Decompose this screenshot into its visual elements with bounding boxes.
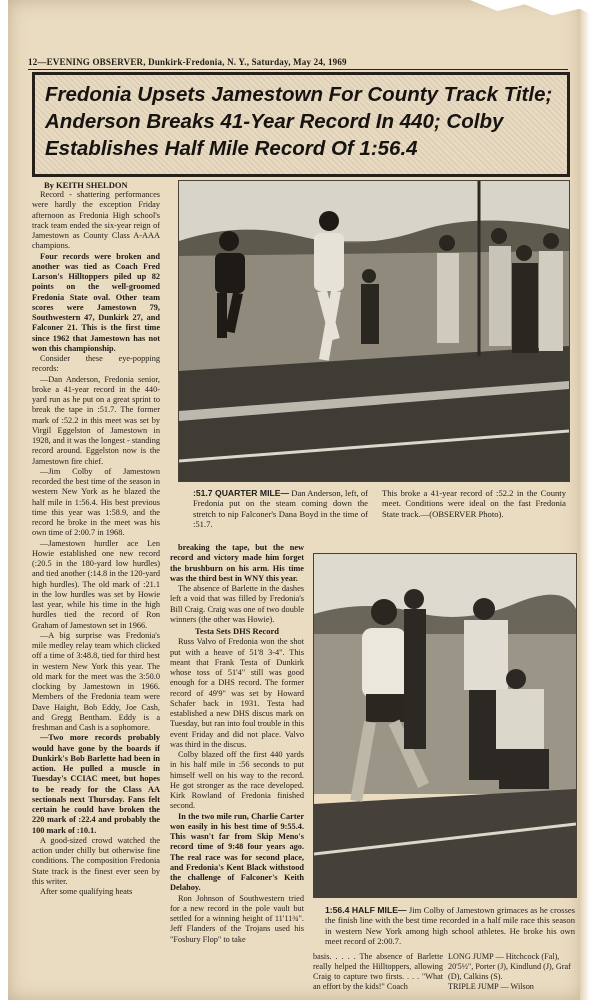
half-mile-photo bbox=[313, 553, 577, 898]
paragraph: —Jamestown hurdler ace Len Howie established one new record (:20.5 in the 180-yard low hurdles) and tied another (:14.8 in the 120-yard high hurdles). The old mark of :21.1 in the low hurdles was set by Howie last year, while his time in the high hurdles tied the record of Ron Graham of Jamestown set in 1966. bbox=[32, 538, 160, 630]
paragraph: —Jim Colby of Jamestown recorded the best time of the season in western New York as he blazed the half mile in 1:56.4. His best previous time this year was 1:58.9, and the record he broke in the meet was his own time of 2:00.7 in 1968. bbox=[32, 466, 160, 538]
paragraph: A good-sized crowd watched the action under chilly but otherwise fine conditions. The composition Fredonia State track is the finest ever seen by this writer. bbox=[32, 835, 160, 886]
paragraph: Record - shattering performances were hardly the exception Friday afternoon as Fredonia High school's track team ended the six-year reign of Jamestown as County Class A-AAA champions. bbox=[32, 190, 160, 251]
half-mile-caption-text: Jim Colby of Jamestown grimaces as he crosses the finish line with the best time recorded in a half mile race this season in western New York among high school athletes. He broke his own meet record of 2:00.7. bbox=[325, 905, 575, 947]
headline-box bbox=[32, 72, 570, 177]
photo-image-runners-quarter-mile bbox=[179, 181, 569, 481]
article-column-1 bbox=[32, 190, 160, 1000]
quarter-mile-caption-text: Dan Anderson, left, of Fredonia put on the steam coming down the stretch to nip Falconer's Dana Boyd in the time of :51.7. bbox=[193, 488, 368, 530]
article-column-2 bbox=[170, 543, 304, 1000]
paragraph: In the two mile run, Charlie Carter won easily in his best time of 9:55.4. This wasn't far from Skip Meno's record time of 9:48 four years ago. The real race was for second place, and Fredonia's Kent Black withstood the challenge of Falconer's Keith Delahoy. bbox=[170, 811, 304, 893]
subheading: Testa Sets DHS Record bbox=[195, 626, 279, 636]
quarter-mile-caption-continued: This broke a 41-year record of :52.2 in the County meet. Conditions were ideal on the fast Fredonia State track.—(OBSERVER Photo). bbox=[382, 488, 566, 519]
half-mile-caption bbox=[325, 905, 575, 947]
paragraph: Consider these eye-popping records: bbox=[32, 354, 160, 374]
paragraph: Colby blazed off the first 440 yards in his half mile in :56 seconds to put himself well on his way to the record. He got stronger as the race developed. Kirk Rowland of Fredonia finished second. bbox=[170, 750, 304, 811]
paragraph: —Dan Anderson, Fredonia senior, broke a 41-year record in the 440-yard run as he put on a great sprint to break the tape in :51.7. The former mark of :52.2 in this meet was set by Virgil Eggelston of Jamestown in 1928, and it was the longest - standing record around. Eggelston now is the Jamestown fire chief. bbox=[32, 374, 160, 466]
paragraph: —A big surprise was Fredonia's mile medley relay team which clicked off a time of 3:48.8, tied for third best in western New York this year. The old mark for the meet was the 3:50.0 clocking by Jamestown in 1966. Members of the Fredonia team were Dave Haight, Bob Eddy, Joe Cash, and Gregg Bentham. Eddy is a freshman and Cash is a sophomore. bbox=[32, 630, 160, 732]
byline: By KEITH SHELDON bbox=[44, 180, 128, 190]
quarter-mile-photo bbox=[178, 180, 570, 482]
quarter-mile-caption bbox=[193, 488, 368, 530]
photo-image-runner-half-mile bbox=[314, 554, 576, 897]
paragraph: Ron Johnson of Southwestern tried for a new record in the pole vault but settled for a winning height of 11'11¾". Jeff Flanders of the Trojans used his "Fosbury Flop" to take bbox=[170, 893, 304, 944]
paragraph: Russ Valvo of Fredonia won the shot put with a heave of 51'8 3-4". This meant that Frank Testa of Dunkirk whose toss of 51'4" still was good enough for a DHS record. The former record of 49'9" was set by Howard Schafer back in 1931. Testa had established a new DHS discus mark on Tuesday, but ran into foul trouble in this event Friday and did not place. Valvo was third in the discus. bbox=[170, 637, 304, 749]
results-column-fragment: LONG JUMP — Hitchcock (Fal), 20'5½", Porter (J), Kindlund (J), Graf (D), Calkins (S). TRIPLE JUMP — Wilson bbox=[448, 952, 571, 991]
half-mile-caption-label: 1:56.4 HALF MILE— bbox=[325, 905, 407, 915]
dateline: 12—EVENING OBSERVER, Dunkirk-Fredonia, N. Y., Saturday, May 24, 1969 bbox=[28, 57, 568, 70]
quarter-mile-caption-label: :51.7 QUARTER MILE— bbox=[193, 488, 290, 498]
paragraph: —Two more records probably would have gone by the boards if Dunkirk's Bob Barlette had been in action. He pulled a muscle in Tuesday's CCIAC meet, but hopes to be ready for the Class AA sectionals next Thursday. Fans felt certain he could have broken the 220 mark of :22.4 and probably the 100 mark of :10.1. bbox=[32, 733, 160, 835]
headline: Fredonia Upsets Jamestown For County Track Title; Anderson Breaks 41-Year Record In 440; Colby Establishes Half Mile Record Of 1:56.4 bbox=[45, 83, 553, 160]
paragraph: After some qualifying heats bbox=[40, 887, 133, 896]
article-column-3-fragment: basis. . . . . The absence of Barlette really helped the Hilltoppers, allowing Craig to capture two firsts. . . . "What an effort by the kids!" Coach bbox=[313, 952, 443, 991]
paragraph: The absence of Barlette in the dashes left a void that was filled by Fredonia's Bill Craig. Craig was one of two double winners (the other was Howie). bbox=[170, 584, 304, 624]
paragraph: breaking the tape, but the new record and victory made him forget the brushburn on his arm. His time was the third best in WNY this year. bbox=[170, 543, 304, 583]
paragraph: Four records were broken and another was tied as Coach Fred Larson's Hilltoppers piled up 82 points on the well-groomed Fredonia State oval. Other team scores were Jamestown 79, Southwestern 47, Dunkirk 27, and Falconer 21. This is the first time since 1962 that Jamestown has not won this championship. bbox=[32, 251, 160, 353]
